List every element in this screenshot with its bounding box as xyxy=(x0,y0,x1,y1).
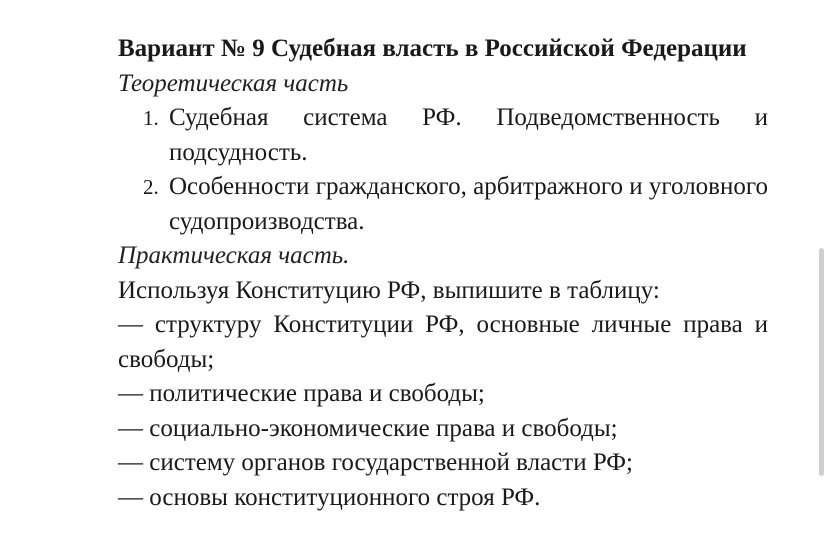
practice-heading: Практическая часть. xyxy=(118,242,350,269)
list-item: — структуру Конституции РФ, основные личные права и свободы; xyxy=(118,311,768,373)
list-item: — политические права и свободы; xyxy=(118,380,485,407)
vertical-scrollbar[interactable] xyxy=(819,248,824,476)
list-item xyxy=(118,101,768,170)
document-title: Вариант № 9 Судебная власть в Российской Федерации xyxy=(118,35,747,62)
theory-heading: Теоретическая часть xyxy=(118,69,349,97)
list-item: — основы конституционного строя РФ. xyxy=(118,483,541,511)
list-item xyxy=(118,170,768,239)
question-text: Судебная система РФ. Подведомственность и подсудность. xyxy=(169,104,768,166)
questions-list xyxy=(118,101,768,239)
tasks-list xyxy=(118,308,768,515)
question-number: 1. xyxy=(143,106,159,130)
practice-intro: Используя Конституцию РФ, выпишите в таблицу: xyxy=(118,276,660,304)
document-page xyxy=(118,32,768,515)
list-item: — социально-экономические права и свободы; xyxy=(118,414,618,442)
question-text: Особенности гражданского, арбитражного и уголовного судопроизводства. xyxy=(169,173,768,235)
question-number: 2. xyxy=(143,175,159,199)
list-item: — систему органов государственной власти РФ; xyxy=(118,449,633,476)
